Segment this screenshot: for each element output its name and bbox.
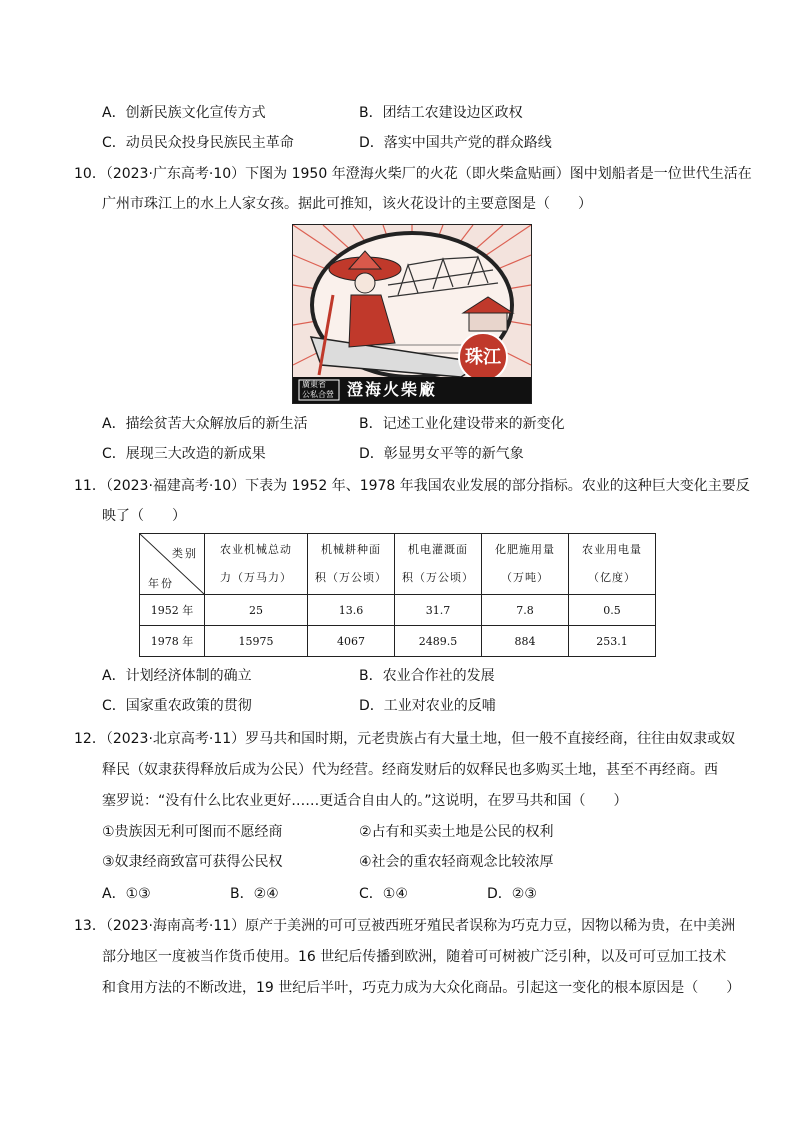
q10-text-1: （2023·广东高考·10）下图为 1950 年澄海火柴厂的火花（即火柴盒贴画）图中划船者是一位世代生活在 bbox=[105, 166, 752, 182]
matchbox-company-text: 公私合營 bbox=[302, 390, 334, 399]
table-value-cell: 7.8 bbox=[482, 595, 569, 626]
q11-option-b: B．农业合作社的发展 bbox=[359, 668, 495, 684]
header-line: 农业机械总动 bbox=[220, 543, 292, 556]
matchbox-brand-text: 珠江 bbox=[465, 347, 501, 368]
q11-number: 11． bbox=[74, 478, 106, 494]
q11-stem-line-2: 映了（ ） bbox=[102, 508, 186, 524]
header-line: 农业用电量 bbox=[582, 543, 642, 556]
table-value-cell: 0.5 bbox=[569, 595, 656, 626]
header-line: 化肥施用量 bbox=[495, 543, 555, 556]
q12-stem-line-1 bbox=[74, 729, 735, 749]
q12-option-a: A．①③ bbox=[102, 886, 151, 902]
table-value-cell: 15975 bbox=[205, 626, 308, 657]
table-year-cell: 1952 年 bbox=[140, 595, 205, 626]
q10-stem-line-1 bbox=[74, 164, 752, 184]
q12-statement-2: ②占有和买卖土地是公民的权利 bbox=[359, 824, 554, 840]
corner-year-label: 年份 bbox=[148, 577, 174, 590]
q13-stem-line-2: 部分地区一度被当作货币使用。16 世纪后传播到欧洲，随着可可树被广泛引种，以及可可豆加工技术 bbox=[102, 949, 727, 965]
q12-statement-1: ①贵族因无利可图而不愿经商 bbox=[102, 824, 283, 840]
q9-option-b: B．团结工农建设边区政权 bbox=[359, 105, 523, 121]
table-corner-cell bbox=[140, 534, 205, 595]
q11-option-d: D．工业对农业的反哺 bbox=[359, 698, 496, 714]
table-value-cell: 25 bbox=[205, 595, 308, 626]
table-header-cell bbox=[482, 534, 569, 595]
q10-option-a: A．描绘贫苦大众解放后的新生活 bbox=[102, 416, 308, 432]
q13-text-1: （2023·海南高考·11）原产于美洲的可可豆被西班牙殖民者误称为巧克力豆，因物以稀为贵，在中美洲 bbox=[105, 918, 736, 934]
header-line: 积（万公顷） bbox=[402, 571, 474, 584]
q13-stem-line-1 bbox=[74, 916, 735, 936]
q12-text-1: （2023·北京高考·11）罗马共和国时期，元老贵族占有大量土地，但一般不直接经商，往往由奴隶或奴 bbox=[105, 731, 736, 747]
q12-option-c: C．①④ bbox=[359, 886, 408, 902]
q10-option-d: D．彰显男女平等的新气象 bbox=[359, 446, 524, 462]
q12-option-b: B．②④ bbox=[230, 886, 279, 902]
table-header-cell bbox=[569, 534, 656, 595]
q10-option-c: C．展现三大改造的新成果 bbox=[102, 446, 266, 462]
q12-statement-3: ③奴隶经商致富可获得公民权 bbox=[102, 854, 283, 870]
header-line: 机电灌溉面 bbox=[408, 543, 468, 556]
q10-stem-line-2: 广州市珠江上的水上人家女孩。据此可推知，该火花设计的主要意图是（ ） bbox=[102, 196, 592, 212]
table-value-cell: 31.7 bbox=[395, 595, 482, 626]
corner-category-label: 类别 bbox=[172, 547, 198, 560]
header-line: 积（万公顷） bbox=[315, 571, 387, 584]
q12-option-d: D．②③ bbox=[487, 886, 537, 902]
table-header-cell bbox=[395, 534, 482, 595]
table-row bbox=[140, 595, 656, 626]
q11-text-1: （2023·福建高考·10）下表为 1952 年、1978 年我国农业发展的部分指标。农业的这种巨大变化主要反 bbox=[105, 478, 750, 494]
table-header-cell bbox=[308, 534, 395, 595]
q13-stem-line-3: 和食用方法的不断改进，19 世纪后半叶，巧克力成为大众化商品。引起这一变化的根本原因是（ ） bbox=[102, 980, 741, 996]
table-row bbox=[140, 626, 656, 657]
q10-number: 10． bbox=[74, 166, 106, 182]
q9-option-d: D．落实中国共产党的群众路线 bbox=[359, 135, 552, 151]
matchbox-factory-text: 澄海火柴廠 bbox=[347, 380, 438, 399]
q12-stem-line-3: 塞罗说：“没有什么比农业更好……更适合自由人的。”这说明，在罗马共和国（ ） bbox=[102, 793, 628, 809]
table-year-cell: 1978 年 bbox=[140, 626, 205, 657]
table-value-cell: 253.1 bbox=[569, 626, 656, 657]
matchbox-label-image bbox=[292, 224, 532, 404]
header-line: （亿度） bbox=[588, 571, 636, 584]
q11-option-c: C．国家重农政策的贯彻 bbox=[102, 698, 252, 714]
table-header-cell bbox=[205, 534, 308, 595]
table-value-cell: 13.6 bbox=[308, 595, 395, 626]
matchbox-illustration bbox=[293, 225, 531, 403]
table-value-cell: 2489.5 bbox=[395, 626, 482, 657]
header-line: （万吨） bbox=[501, 571, 549, 584]
table-value-cell: 884 bbox=[482, 626, 569, 657]
agriculture-indicator-table bbox=[139, 533, 656, 657]
q11-option-a: A．计划经济体制的确立 bbox=[102, 668, 252, 684]
table-value-cell: 4067 bbox=[308, 626, 395, 657]
q11-stem-line-1 bbox=[74, 476, 750, 496]
table-header-row bbox=[140, 534, 656, 595]
q12-statement-4: ④社会的重农轻商观念比较浓厚 bbox=[359, 854, 554, 870]
q9-option-c: C．动员民众投身民族民主革命 bbox=[102, 135, 294, 151]
q12-number: 12． bbox=[74, 731, 106, 747]
q10-option-b: B．记述工业化建设带来的新变化 bbox=[359, 416, 565, 432]
q13-number: 13． bbox=[74, 918, 106, 934]
header-line: 力（万马力） bbox=[220, 571, 292, 584]
q9-option-a: A．创新民族文化宣传方式 bbox=[102, 105, 266, 121]
matchbox-province-text: 廣東省 bbox=[302, 380, 326, 389]
q12-stem-line-2: 释民（奴隶获得释放后成为公民）代为经营。经商发财后的奴释民也多购买土地，甚至不再经商。西 bbox=[102, 762, 718, 778]
header-line: 机械耕种面 bbox=[321, 543, 381, 556]
